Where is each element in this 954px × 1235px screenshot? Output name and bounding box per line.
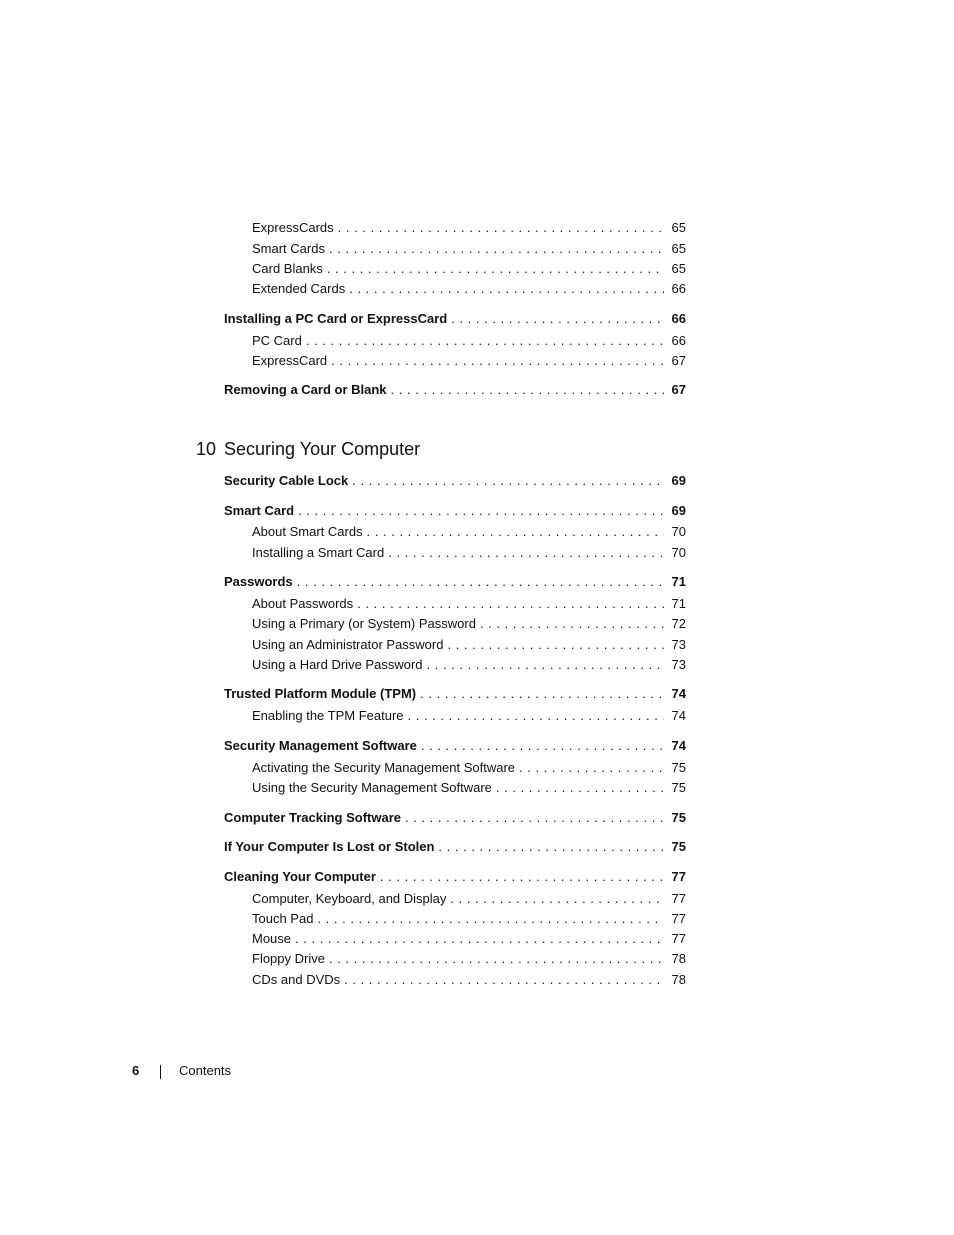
toc-entry-page: 71	[671, 574, 686, 589]
toc-entry-page: 74	[671, 738, 686, 753]
dot-leader	[344, 970, 663, 990]
toc-entry-page: 65	[671, 220, 686, 235]
toc-entry-page: 71	[671, 596, 686, 611]
toc-entry-removing-card[interactable]	[0, 380, 686, 400]
dot-leader	[331, 351, 663, 371]
toc-entry-passwords[interactable]	[0, 572, 686, 592]
toc-entry-page: 73	[671, 637, 686, 652]
dot-leader	[297, 572, 664, 592]
toc-entry-mouse[interactable]	[0, 929, 686, 949]
toc-entry-about-passwords[interactable]	[0, 594, 686, 614]
toc-entry-floppy-drive[interactable]	[0, 949, 686, 969]
toc-entry-title: Mouse	[252, 931, 292, 946]
dot-leader	[408, 706, 664, 726]
dot-leader	[519, 758, 664, 778]
toc-entry-title: Touch Pad	[252, 911, 314, 926]
toc-entry-cleaning-your-computer[interactable]	[0, 867, 686, 887]
toc-entry-smart-cards[interactable]	[0, 239, 686, 259]
toc-entry-page: 65	[671, 261, 686, 276]
toc-entry-title: Using an Administrator Password	[252, 637, 444, 652]
dot-leader	[327, 259, 664, 279]
toc-entry-title: Floppy Drive	[252, 951, 325, 966]
toc-entry-enabling-tpm[interactable]	[0, 706, 686, 726]
toc-entry-title: Installing a Smart Card	[252, 545, 385, 560]
chapter-heading[interactable]	[196, 436, 420, 462]
toc-entry-using-security-software[interactable]	[0, 778, 686, 798]
toc-entry-pc-card[interactable]	[0, 331, 686, 351]
toc-entry-title: Using the Security Management Software	[252, 780, 492, 795]
toc-entry-title: Extended Cards	[252, 281, 346, 296]
dot-leader	[421, 736, 664, 756]
toc-entry-title: Trusted Platform Module (TPM)	[224, 686, 417, 701]
dot-leader	[388, 543, 663, 563]
toc-entry-computer-tracking-software[interactable]	[0, 808, 686, 828]
toc-entry-page: 67	[671, 353, 686, 368]
toc-entry-page: 75	[671, 780, 686, 795]
dot-leader	[298, 501, 663, 521]
toc-entry-page: 70	[671, 524, 686, 539]
dot-leader	[306, 331, 664, 351]
dot-leader	[338, 218, 664, 238]
toc-entry-expresscard[interactable]	[0, 351, 686, 371]
toc-entry-page: 75	[671, 810, 686, 825]
dot-leader	[420, 684, 663, 704]
toc-entry-page: 77	[671, 891, 686, 906]
toc-entry-page: 77	[671, 869, 686, 884]
toc-entry-title: If Your Computer Is Lost or Stolen	[224, 839, 435, 854]
dot-leader	[451, 309, 663, 329]
dot-leader	[367, 522, 664, 542]
toc-entry-title: PC Card	[252, 333, 302, 348]
toc-entry-title: Computer, Keyboard, and Display	[252, 891, 447, 906]
dot-leader	[349, 279, 663, 299]
dot-leader	[380, 867, 664, 887]
toc-entry-primary-password[interactable]	[0, 614, 686, 634]
dot-leader	[450, 889, 663, 909]
dot-leader	[427, 655, 664, 675]
toc-entry-extended-cards[interactable]	[0, 279, 686, 299]
toc-entry-security-management-software[interactable]	[0, 736, 686, 756]
toc-entry-administrator-password[interactable]	[0, 635, 686, 655]
toc-entry-about-smart-cards[interactable]	[0, 522, 686, 542]
toc-entry-title: Activating the Security Management Software	[252, 760, 516, 775]
toc-entry-page: 73	[671, 657, 686, 672]
toc-entry-page: 65	[671, 241, 686, 256]
toc-entry-page: 75	[671, 760, 686, 775]
toc-entry-page: 77	[671, 911, 686, 926]
toc-entry-title: Using a Hard Drive Password	[252, 657, 423, 672]
dot-leader	[352, 471, 663, 491]
toc-entry-page: 70	[671, 545, 686, 560]
toc-entry-page: 66	[671, 311, 686, 326]
toc-entry-page: 77	[671, 931, 686, 946]
toc-entry-page: 66	[671, 281, 686, 296]
toc-entry-card-blanks[interactable]	[0, 259, 686, 279]
footer-section-label: Contents	[179, 1063, 232, 1078]
toc-entry-page: 72	[671, 616, 686, 631]
toc-entry-security-cable-lock[interactable]	[0, 471, 686, 491]
toc-entry-title: Smart Card	[224, 503, 295, 518]
toc-entry-cds-and-dvds[interactable]	[0, 970, 686, 990]
toc-entry-installing-smart-card[interactable]	[0, 543, 686, 563]
toc-entry-page: 74	[671, 686, 686, 701]
toc-entry-title: Security Management Software	[224, 738, 417, 753]
dot-leader	[295, 929, 664, 949]
toc-entry-computer-keyboard-display[interactable]	[0, 889, 686, 909]
toc-entry-title: About Smart Cards	[252, 524, 363, 539]
toc-entry-expresscards[interactable]	[0, 218, 686, 238]
footer-page-number: 6	[132, 1063, 140, 1078]
toc-entry-title: Enabling the TPM Feature	[252, 708, 404, 723]
toc-entry-title: Removing a Card or Blank	[224, 382, 387, 397]
toc-entry-title: Security Cable Lock	[224, 473, 349, 488]
toc-entry-page: 78	[671, 972, 686, 987]
toc-entry-title: ExpressCards	[252, 220, 334, 235]
toc-entry-title: ExpressCard	[252, 353, 328, 368]
toc-entry-title: Smart Cards	[252, 241, 325, 256]
toc-entry-tpm[interactable]	[0, 684, 686, 704]
toc-entry-title: Using a Primary (or System) Password	[252, 616, 476, 631]
toc-entry-page: 69	[671, 473, 686, 488]
dot-leader	[317, 909, 663, 929]
dot-leader	[405, 808, 664, 828]
dot-leader	[391, 380, 664, 400]
toc-entry-hard-drive-password[interactable]	[0, 655, 686, 675]
dot-leader	[329, 239, 664, 259]
dot-leader	[480, 614, 664, 634]
toc-entry-title: Card Blanks	[252, 261, 323, 276]
toc-entry-page: 66	[671, 333, 686, 348]
toc-entry-title: About Passwords	[252, 596, 354, 611]
toc-entry-touch-pad[interactable]	[0, 909, 686, 929]
chapter-number: 10	[196, 439, 217, 459]
chapter-title: Securing Your Computer	[224, 439, 421, 459]
toc-entry-lost-or-stolen[interactable]	[0, 837, 686, 857]
dot-leader	[438, 837, 663, 857]
toc-entry-smart-card[interactable]	[0, 501, 686, 521]
toc-entry-title: Computer Tracking Software	[224, 810, 401, 825]
dot-leader	[447, 635, 663, 655]
toc-entry-title: Passwords	[224, 574, 293, 589]
dot-leader	[329, 949, 664, 969]
footer-separator	[160, 1065, 161, 1079]
dot-leader	[496, 778, 664, 798]
toc-entry-page: 78	[671, 951, 686, 966]
toc-entry-activating-security-software[interactable]	[0, 758, 686, 778]
toc-entry-title: CDs and DVDs	[252, 972, 341, 987]
toc-entry-title: Cleaning Your Computer	[224, 869, 376, 884]
dot-leader	[357, 594, 663, 614]
toc-entry-page: 75	[671, 839, 686, 854]
toc-entry-page: 69	[671, 503, 686, 518]
toc-entry-page: 67	[671, 382, 686, 397]
toc-entry-page: 74	[671, 708, 686, 723]
toc-entry-title: Installing a PC Card or ExpressCard	[224, 311, 448, 326]
toc-entry-installing-pc-card[interactable]	[0, 309, 686, 329]
